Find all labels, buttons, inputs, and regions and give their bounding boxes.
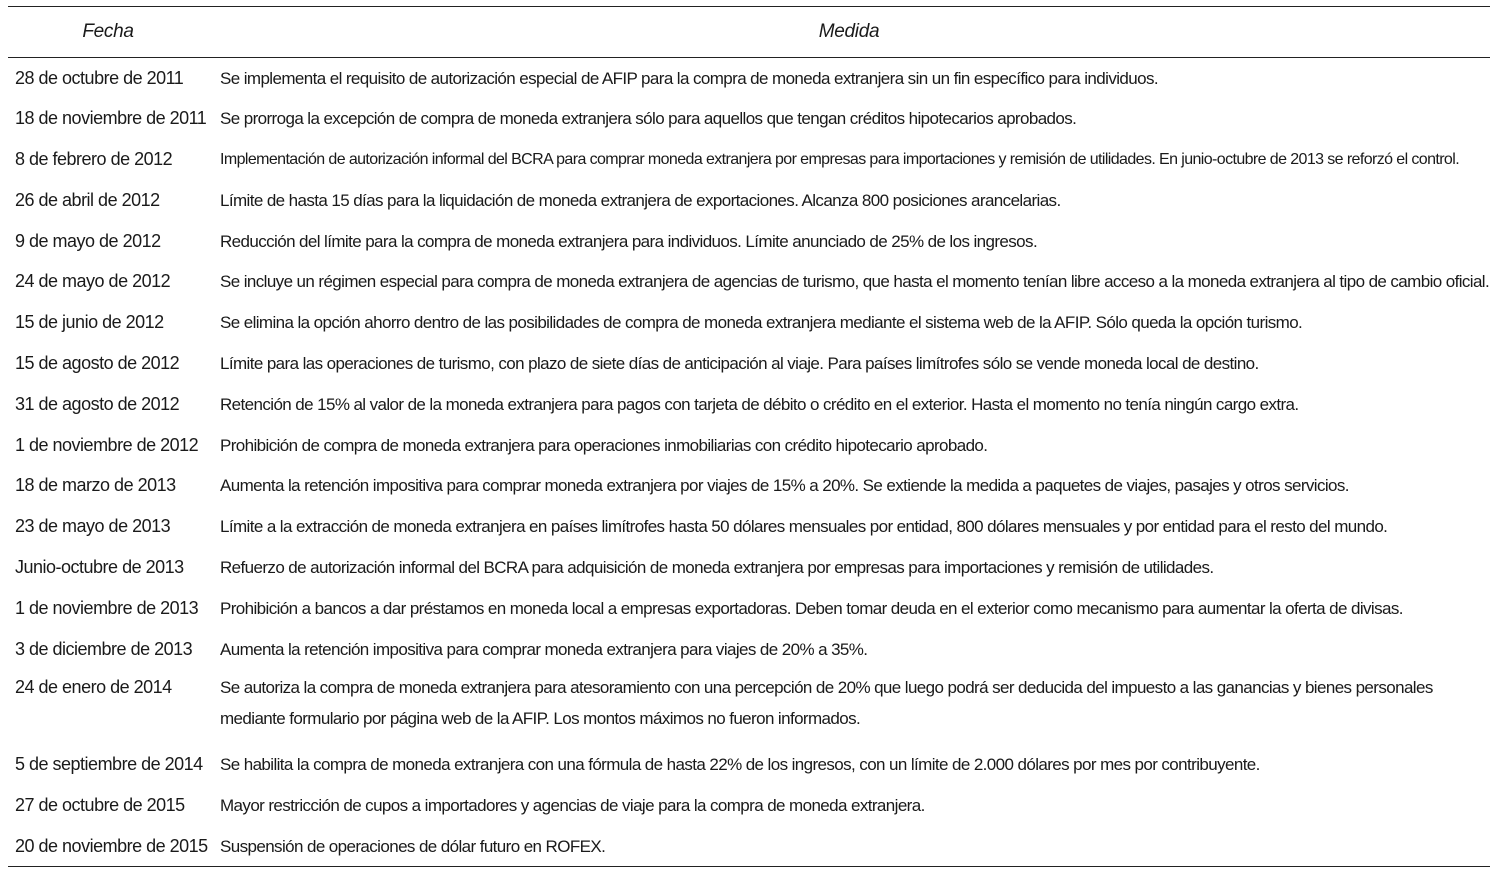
table-row [8,425,1490,466]
table-row [8,302,1490,343]
header-fecha: Fecha [82,21,134,42]
cell-medida: Refuerzo de autorización informal del BCRA para adquisición de moneda extranjera por empresas para importaciones y remisión de utilidades. [220,558,1214,578]
cell-fecha: 24 de enero de 2014 [15,677,172,698]
cell-medida: Se elimina la opción ahorro dentro de las posibilidades de compra de moneda extranjera mediante el sistema web de la AFIP. Sólo queda la opción turismo. [220,313,1303,333]
cell-fecha: 15 de junio de 2012 [15,312,164,333]
header-row [8,7,1490,58]
cell-fecha: 24 de mayo de 2012 [15,271,171,292]
cell-fecha: 1 de noviembre de 2012 [15,434,199,455]
cell-fecha: 23 de mayo de 2013 [15,516,171,537]
table-row [8,58,1490,99]
table-row [8,669,1490,744]
table-row [8,465,1490,506]
cell-fecha: 18 de noviembre de 2011 [15,108,207,129]
cell-fecha: 31 de agosto de 2012 [15,393,180,414]
cell-medida: Se habilita la compra de moneda extranjera con una fórmula de hasta 22% de los ingresos, con un límite de 2.000 dólares por mes por contribuyente. [220,755,1260,775]
cell-medida: Se incluye un régimen especial para compra de moneda extranjera de agencias de turismo, que hasta el momento tenían libre acceso a la moneda extranjera al tipo de cambio oficial. [220,272,1490,292]
cell-fecha: 1 de noviembre de 2013 [15,597,199,618]
measures-table [8,6,1490,867]
cell-fecha: 15 de agosto de 2012 [15,353,180,374]
cell-medida: Límite a la extracción de moneda extranjera en países limítrofes hasta 50 dólares mensuales por entidad, 800 dólares mensuales y por entidad para el resto del mundo. [220,517,1388,537]
cell-medida: Se autoriza la compra de moneda extranjera para atesoramiento con una percepción de 20% que luego podrá ser deducida del impuesto a las ganancias y bienes personales mediante formulario por página web de la AFIP. Los montos máximos no fueron informados. [220,678,1433,729]
table-row [8,506,1490,547]
cell-medida: Implementación de autorización informal del BCRA para comprar moneda extranjera por empresas para importaciones y remisión de utilidades. En junio-octubre de 2013 se reforzó el control. [220,151,1460,169]
table-row [8,221,1490,262]
cell-medida: Prohibición a bancos a dar préstamos en moneda local a empresas exportadoras. Deben tomar deuda en el exterior como mecanismo para aumentar la oferta de divisas. [220,598,1403,618]
cell-fecha: 9 de mayo de 2012 [15,230,161,251]
cell-medida: Límite de hasta 15 días para la liquidación de moneda extranjera de exportaciones. Alcanza 800 posiciones arancelarias. [220,190,1061,210]
cell-medida: Prohibición de compra de moneda extranjera para operaciones inmobiliarias con crédito hipotecario aprobado. [220,435,988,455]
table-row [8,629,1490,670]
cell-fecha: 5 de septiembre de 2014 [15,754,203,775]
cell-medida: Se prorroga la excepción de compra de moneda extranjera sólo para aquellos que tengan créditos hipotecarios aprobados. [220,109,1077,129]
cell-fecha: 26 de abril de 2012 [15,189,160,210]
header-medida: Medida [818,21,880,42]
table-row [8,547,1490,588]
cell-fecha: 27 de octubre de 2015 [15,795,185,816]
table-row [8,343,1490,384]
table-row [8,180,1490,221]
cell-fecha: Junio-octubre de 2013 [15,557,184,578]
cell-medida: Se implementa el requisito de autorización especial de AFIP para la compra de moneda extranjera sin un fin específico para individuos. [220,69,1158,88]
cell-medida: Reducción del límite para la compra de moneda extranjera para individuos. Límite anunciado de 25% de los ingresos. [220,231,1038,251]
table-body [8,58,1490,867]
table-row [8,98,1490,139]
table-row [8,785,1490,826]
cell-medida: Mayor restricción de cupos a importadores y agencias de viaje para la compra de moneda extranjera. [220,796,925,816]
cell-medida: Aumenta la retención impositiva para comprar moneda extranjera por viajes de 15% a 20%. Se extiende la medida a paquetes de viajes, pasajes y otros servicios. [220,476,1349,496]
cell-fecha: 20 de noviembre de 2015 [15,836,208,857]
cell-fecha: 3 de diciembre de 2013 [15,638,193,659]
table-row [8,588,1490,629]
cell-medida: Retención de 15% al valor de la moneda extranjera para pagos con tarjeta de débito o crédito en el exterior. Hasta el momento no tenía ningún cargo extra. [220,394,1299,414]
cell-medida: Límite para las operaciones de turismo, con plazo de siete días de anticipación al viaje. Para países limítrofes sólo se vende moneda local de destino. [220,354,1259,374]
table-row [8,139,1490,180]
cell-fecha: 8 de febrero de 2012 [15,149,173,170]
cell-fecha: 18 de marzo de 2013 [15,475,176,496]
table-row [8,384,1490,425]
cell-medida: Suspensión de operaciones de dólar futuro en ROFEX. [220,837,606,857]
cell-fecha: 28 de octubre de 2011 [15,68,184,88]
table-row [8,744,1490,785]
measures-table-container [8,6,1490,867]
table-row [8,826,1490,867]
table-row [8,261,1490,302]
cell-medida: Aumenta la retención impositiva para comprar moneda extranjera para viajes de 20% a 35%. [220,639,868,659]
table-header [8,7,1490,58]
